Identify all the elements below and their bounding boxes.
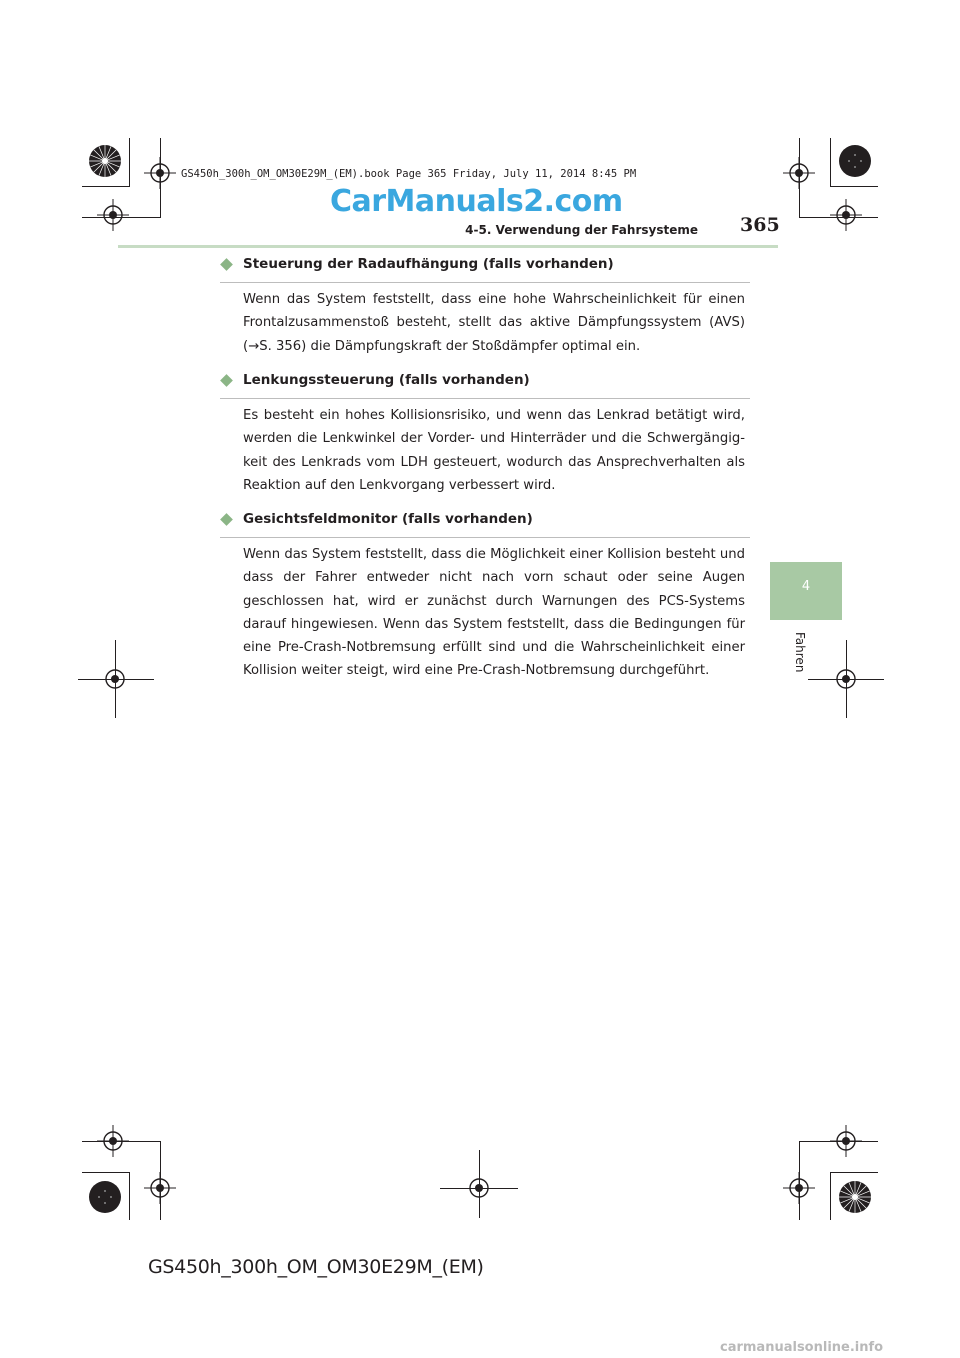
registration-target-icon <box>783 1172 815 1204</box>
registration-target-icon <box>144 1172 176 1204</box>
registration-target-icon <box>783 157 815 189</box>
color-wheel-icon <box>88 144 122 178</box>
chapter-number: 4 <box>801 579 811 594</box>
registration-target-icon <box>830 1125 862 1157</box>
crop-mark <box>129 138 130 186</box>
section-heading-text: Gesichtsfeldmonitor (falls vorhanden) <box>243 511 533 527</box>
crop-mark <box>830 138 831 186</box>
registration-target-icon <box>830 199 862 231</box>
crop-mark <box>129 1172 130 1220</box>
registration-target-icon <box>463 1172 495 1204</box>
crop-mark <box>830 1172 878 1173</box>
registration-target-icon <box>99 663 131 695</box>
section-heading <box>220 511 750 538</box>
dot-circle-icon <box>838 144 872 178</box>
crop-mark <box>830 186 878 187</box>
registration-target-icon <box>144 157 176 189</box>
header-divider <box>118 245 778 248</box>
diamond-bullet-icon <box>220 513 233 526</box>
diamond-bullet-icon <box>220 258 233 271</box>
color-wheel-icon <box>838 1180 872 1214</box>
section-heading-text: Lenkungssteuerung (falls vorhanden) <box>243 372 530 388</box>
diamond-bullet-icon <box>220 374 233 387</box>
section-title: 4-5. Verwendung der Fahrsysteme <box>465 223 698 237</box>
crop-mark <box>82 1172 130 1173</box>
page-number: 365 <box>740 214 780 236</box>
dot-circle-icon <box>88 1180 122 1214</box>
registration-target-icon <box>97 199 129 231</box>
site-watermark[interactable]: carmanualsonline.info <box>720 1340 884 1355</box>
crop-mark <box>82 186 130 187</box>
section-body: Es besteht ein hohes Kollisionsrisiko, und wenn das Lenkrad betätigt wird, werden die Lenkwinkel der Vorder- und Hinterräder und die Schwergängigkeit des Lenkrads vom LDH gesteuert, wodurch das Ansprechverhalten als Reaktion auf den Lenkvorgang verbessert wird. <box>243 408 745 493</box>
section-body: Wenn das System feststellt, dass die Möglichkeit einer Kollision besteht und dass der Fahrer entweder nicht nach vorn schaut oder seine Augen geschlossen hat, wird er zunächst durch Warnungen des PCS-Systems darauf hingewiesen. Wenn das System feststellt, dass die Bedingungen für eine Pre-Crash-Notbremsung erfüllt sind und die Wahrscheinlichkeit einer Kollision weiter steigt, wird eine Pre-Crash-Notbremsung durchgeführt. <box>243 547 745 679</box>
book-file-line: GS450h_300h_OM_OM30E29M_(EM).book Page 365 Friday, July 11, 2014 8:45 PM <box>181 168 637 180</box>
section-heading-text: Steuerung der Radaufhängung (falls vorhanden) <box>243 256 614 272</box>
chapter-label: Fahren <box>793 632 807 673</box>
watermark-logo[interactable]: CarManuals2.com <box>330 184 623 219</box>
registration-target-icon <box>97 1125 129 1157</box>
crop-mark <box>830 1172 831 1220</box>
registration-target-icon <box>830 663 862 695</box>
section-heading <box>220 256 750 283</box>
section-body: Wenn das System feststellt, dass eine hohe Wahrscheinlichkeit für einen Frontalzusammenstoß besteht, stellt das aktive Dämpfungssystem (AVS) (→S. 356) die Dämpfungskraft der Stoßdämpfer optimal ein. <box>243 292 745 354</box>
section-heading <box>220 372 750 399</box>
manual-code: GS450h_300h_OM_OM30E29M_(EM) <box>148 1256 484 1278</box>
chapter-tab <box>770 562 842 620</box>
